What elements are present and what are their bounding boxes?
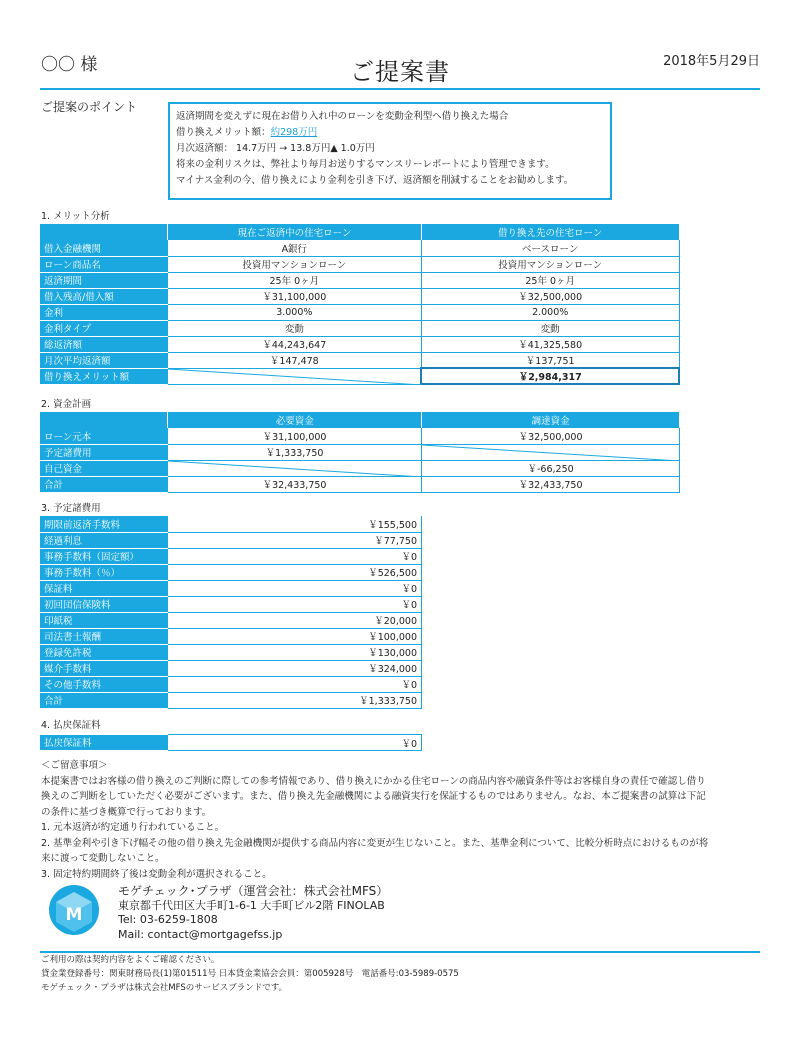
- points-line: 将来の金利リスクは、弊社より毎月お送りするマンスリーレポートにより管理できます。: [176, 159, 555, 170]
- cell-required: ￥1,333,750: [168, 444, 422, 460]
- row-label: ローン元本: [40, 428, 168, 444]
- row-label: 媒介手数料: [40, 660, 168, 676]
- table-row: [40, 516, 422, 532]
- cell-value: ￥1,333,750: [168, 692, 422, 708]
- section-heading-funding: 2. 資金計画: [41, 399, 92, 410]
- row-label: 司法書士報酬: [40, 628, 168, 644]
- table-row: [40, 564, 422, 580]
- cell-value: ￥0: [168, 676, 422, 692]
- row-label: ローン商品名: [40, 256, 168, 272]
- row-label: 事務手数料（％）: [40, 564, 168, 580]
- cell-value: ￥526,500: [168, 564, 422, 580]
- table-row: [40, 256, 679, 272]
- company-tel: Tel: 03-6259-1808: [118, 913, 218, 926]
- merit-total-row: [40, 368, 679, 384]
- cell-value: ￥0: [168, 580, 422, 596]
- funding-header-row: [40, 412, 680, 428]
- row-label: 金利タイプ: [40, 320, 168, 336]
- merit-total-value: ￥2,984,317: [421, 368, 679, 384]
- table-row: [40, 428, 680, 444]
- customer-name: 〇〇 様: [41, 55, 98, 75]
- notes: [41, 758, 761, 882]
- cell-value: ￥324,000: [168, 660, 422, 676]
- table-row: [40, 612, 422, 628]
- merit-link[interactable]: 約298万円: [270, 127, 318, 138]
- points-line: 月次返済額： 14.7万円 → 13.8万円▲ 1.0万円: [176, 143, 375, 154]
- row-label: 事務手数料（固定額）: [40, 548, 168, 564]
- table-row: [40, 336, 679, 352]
- points-merit-line: [176, 125, 604, 141]
- row-label: その他手数料: [40, 676, 168, 692]
- company-name: モゲチェック･プラザ（運営会社：株式会社MFS）: [118, 884, 389, 898]
- cell-current: 投資用マンションローン: [168, 256, 422, 272]
- table-row: [40, 352, 679, 368]
- cell-new: 変動: [421, 320, 679, 336]
- diagonal-empty-cell: [422, 444, 680, 460]
- points-line: マイナス金利の今、借り換えにより金利を引き下げ、返済額を削減することをお勧めします。: [176, 175, 574, 186]
- cell-new: 2.000%: [421, 304, 679, 320]
- cell-value: ￥100,000: [168, 628, 422, 644]
- table-row: [40, 288, 679, 304]
- footer: [41, 953, 459, 995]
- cell-current: 変動: [168, 320, 422, 336]
- table-row: [40, 644, 422, 660]
- notes-line: 1. 元本返済が約定通り行われていること。: [41, 822, 225, 833]
- row-label: 借入金融機関: [40, 240, 168, 256]
- notes-line: 2. 基準金利や引き下げ幅その他の借り換え先金融機関が提供する商品内容に変更が生じないこと。また、基準金利について、比較分析時点におけるものが将: [41, 837, 709, 849]
- footer-line: モゲチェック・プラザは株式会社MFSのサービスブランドです。: [41, 983, 288, 993]
- table-row: [40, 580, 422, 596]
- cell-current: 25年 0ヶ月: [168, 272, 422, 288]
- table-row: [40, 240, 679, 256]
- row-label: 自己資金: [40, 460, 168, 476]
- row-label: 返済期間: [40, 272, 168, 288]
- funding-col-sourced: 調達資金: [422, 412, 680, 428]
- diagonal-empty-cell: [168, 368, 422, 384]
- row-label: 印紙税: [40, 612, 168, 628]
- cell-new: ベースローン: [421, 240, 679, 256]
- cell-new: 25年 0ヶ月: [421, 272, 679, 288]
- points-label: ご提案のポイント: [41, 100, 138, 114]
- cell-new: 投資用マンションローン: [421, 256, 679, 272]
- cell-current: A銀行: [168, 240, 422, 256]
- merit-header-blank: [40, 224, 168, 240]
- company-mail: Mail: contact@mortgagefss.jp: [118, 927, 283, 941]
- cell-value: ￥0: [168, 548, 422, 564]
- diagonal-line: [422, 445, 680, 461]
- header-divider: [40, 88, 760, 90]
- cell-required: ￥31,100,000: [168, 428, 422, 444]
- cell-value: ￥20,000: [168, 612, 422, 628]
- diagonal-line: [168, 461, 422, 477]
- section-heading-refund: 4. 払戻保証料: [41, 720, 101, 731]
- row-label: 保証料: [40, 580, 168, 596]
- notes-title: ＜ご留意事項＞: [41, 760, 108, 771]
- row-label: 合計: [40, 476, 168, 492]
- row-label: 借入残高/借入額: [40, 288, 168, 304]
- row-label: 月次平均返済額: [40, 352, 168, 368]
- cell-value: ￥130,000: [168, 644, 422, 660]
- cell-value: ￥155,500: [168, 516, 422, 532]
- notes-line: の条件に基づき概算で行っております。: [41, 806, 212, 818]
- cell-current: ￥147,478: [168, 352, 422, 368]
- row-label: 予定諸費用: [40, 444, 168, 460]
- document-date: 2018年5月29日: [663, 54, 760, 69]
- diagonal-empty-cell: [168, 460, 422, 476]
- cell-current: ￥44,243,647: [168, 336, 422, 352]
- section-heading-costs: 3. 予定諸費用: [41, 503, 101, 514]
- funding-table: [40, 412, 680, 493]
- table-row: [40, 596, 422, 612]
- cell-value: ￥77,750: [168, 532, 422, 548]
- costs-table: [40, 516, 422, 709]
- merit-col-new: 借り換え先の住宅ローン: [421, 224, 679, 240]
- cell-current: 3.000%: [168, 304, 422, 320]
- cell-new: ￥137,751: [421, 352, 679, 368]
- cell-new: ￥41,325,580: [421, 336, 679, 352]
- cell-sourced: ￥32,433,750: [422, 476, 680, 492]
- table-row: [40, 532, 422, 548]
- table-row: [40, 548, 422, 564]
- footer-line: 貸金業登録番号：関東財務局長(1)第01511号 日本貸金業協会会員：第005928号 電話番号:03-5989-0575: [41, 969, 459, 979]
- page-title: ご提案書: [350, 58, 450, 86]
- points-merit-label: 借り換えメリット額：: [176, 127, 271, 138]
- cell-sourced: ￥32,500,000: [422, 428, 680, 444]
- table-row: [40, 460, 680, 476]
- points-box: [168, 102, 612, 200]
- company-logo: [48, 884, 100, 936]
- company-info: [118, 884, 388, 942]
- row-label: 初回団信保険料: [40, 596, 168, 612]
- row-label: 払戻保証料: [40, 735, 168, 751]
- diagonal-line: [168, 369, 422, 385]
- footer-line: ご利用の際は契約内容をよくご確認ください。: [41, 955, 220, 965]
- merit-col-current: 現在ご返済中の住宅ローン: [168, 224, 422, 240]
- notes-line: 来に渡って変動しないこと。: [41, 853, 165, 864]
- cell-value: ￥0: [168, 735, 422, 751]
- row-label: 金利: [40, 304, 168, 320]
- table-row: [40, 660, 422, 676]
- merit-header-row: [40, 224, 679, 240]
- notes-line: 3. 固定特約期間終了後は変動金利が選択されること。: [41, 868, 272, 880]
- cell-value: ￥0: [168, 596, 422, 612]
- table-row: [40, 676, 422, 692]
- logo-icon: [48, 884, 100, 936]
- table-row: [40, 628, 422, 644]
- logo-letter: M: [65, 905, 83, 925]
- refund-table: [40, 734, 422, 751]
- table-row: [40, 476, 680, 492]
- row-label: 期限前返済手数料: [40, 516, 168, 532]
- row-label: 総返済額: [40, 336, 168, 352]
- notes-line: 換えのご判断をしていただく必要がございます。また、借り換え先金融機関による融資実行を保証するものではありません。なお、本ご提案書の試算は下記: [41, 791, 706, 802]
- points-line: 返済期間を変えずに現在お借り入れ中のローンを変動金利型へ借り換えた場合: [176, 111, 509, 122]
- table-row: [40, 735, 422, 751]
- merit-table: [40, 224, 680, 385]
- notes-line: 本提案書ではお客様の借り換えのご判断に際しての参考情報であり、借り換えにかかる住宅ローンの商品内容や融資条件等はお客様自身の責任で確認し借り: [41, 775, 706, 787]
- row-label: 登録免許税: [40, 644, 168, 660]
- merit-total-label: 借り換えメリット額: [40, 368, 168, 384]
- table-row: [40, 304, 679, 320]
- funding-col-required: 必要資金: [168, 412, 422, 428]
- company-address: 東京都千代田区大手町1-6-1 大手町ビル2階 FINOLAB: [118, 898, 385, 912]
- cell-required: ￥32,433,750: [168, 476, 422, 492]
- row-label: 合計: [40, 692, 168, 708]
- section-heading-merit: 1. メリット分析: [41, 211, 110, 222]
- funding-header-blank: [40, 412, 168, 428]
- table-row: [40, 444, 680, 460]
- table-row: [40, 272, 679, 288]
- cell-current: ￥31,100,000: [168, 288, 422, 304]
- cell-sourced: ￥-66,250: [422, 460, 680, 476]
- row-label: 経過利息: [40, 532, 168, 548]
- table-row: [40, 320, 679, 336]
- table-row: [40, 692, 422, 708]
- cell-new: ￥32,500,000: [421, 288, 679, 304]
